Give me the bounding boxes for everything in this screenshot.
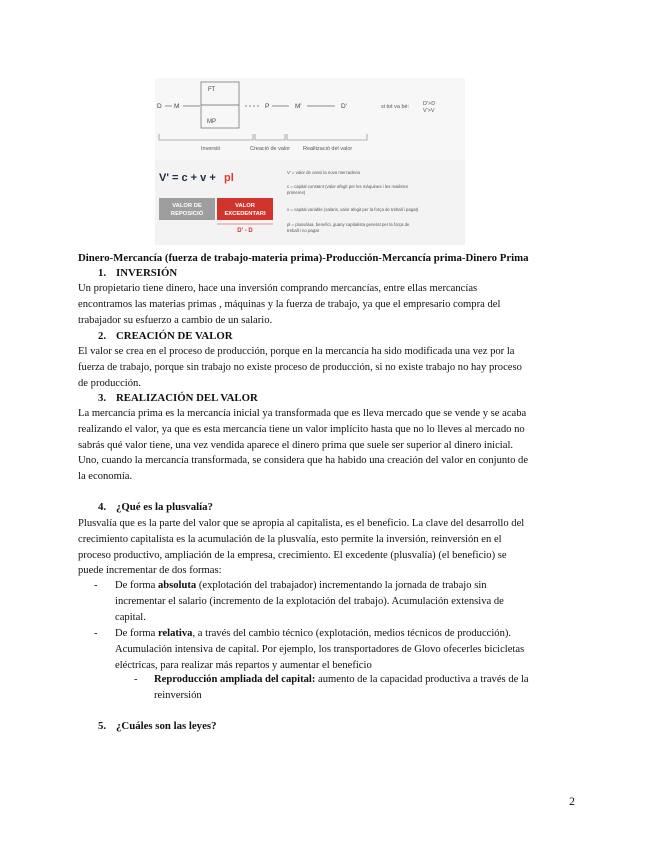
paragraph-line: encontramos las materias primas , máquinas y la fuerza de trabajo, ya que el empresario compra del [78,298,501,310]
section-1-paragraph [78,281,578,328]
section-2-title: CREACIÓN DE VALOR [116,330,233,342]
paragraph-line: fuerza de trabajo, porque sin trabajo no existe proceso de producción, si no existe trabajo no hay proceso [78,361,522,373]
section-2-paragraph [78,344,578,391]
section-1-number: 1. [98,267,107,279]
box2-line1: VALOR [235,203,255,209]
paragraph-line: reinversión [154,689,202,701]
paragraph-line: Un propietario tiene dinero, hace una inversión comprando mercancías, entre ellas mercancías [78,283,478,294]
section-4-heading [98,500,213,515]
definition-v-prime: V' = valor de canvi la nova mercaderia [287,170,360,175]
phase-label-realitzacio: Realització del valor [303,146,353,152]
phase-label-inversio: Inversió [201,146,221,152]
definition-pl-line2: treball i no pagat [287,228,319,233]
paragraph-line: de producción. [78,377,141,389]
bullet-3-dash: - [134,674,138,685]
box1-line2: REPOSICIÓ [170,211,204,217]
paragraph-line: puede incrementar de dos formas: [78,565,222,577]
page-number: 2 [569,794,575,808]
section-5-number: 5. [98,720,107,732]
bold-term: relativa [157,628,193,639]
bullet-1-text [115,578,578,625]
paragraph-line: Uno, cuando la mercancía transformada, se considera que ha habido una creación del valor en conjunto de [78,455,529,467]
section-1-heading [98,266,177,281]
paragraph-line: Acumulación intensiva de capital. Por ejemplo, los transportadores de Glovo ofecerles bicicletas [115,643,525,655]
document-title: Dinero-Mercancía (fuerza de trabajo-materia prima)-Producción-Mercancía prima-Dinero Prima [78,252,529,264]
section-3-title: REALIZACIÓN DEL VALOR [116,392,258,404]
diagram-mp: MP [207,119,216,125]
bold-term: Reproducción ampliada del capital: [154,674,316,685]
paragraph-line: Reproducción ampliada del capital: aumento de la capacidad productiva a través de la [154,674,529,685]
paragraph-line: De forma relativa, a través del cambio técnico (explotación, medios técnicos de producción). [115,628,512,639]
bullet-2-dash: - [94,628,98,639]
box2-line2: EXCEDENTARI [224,211,266,217]
formula-pl: pl [224,172,234,184]
paragraph-line: incrementar el salario (incremento de la explotación del trabajo). Acumulación extensiva de [115,595,504,607]
definition-c-line1: c = capital constant (valor afegit per les màquines i les matèries [287,184,408,189]
phase-label-creacio: Creació de valor [250,146,291,152]
diagram-m: M [174,103,180,110]
definition-c-line2: primeres) [287,190,306,195]
diagram-ft: FT [208,87,216,93]
diagram-d-prime: D' [341,103,347,110]
definition-pl-line1: pl = plusvàlua, benefici, guany capitalista generat per la força de [287,222,410,227]
paragraph-line: La mercancía prima es la mercancía inicial ya transformada que es lleva mercado que se vende y se acaba [78,408,527,419]
paragraph-line: la economía. [78,471,133,483]
section-5-heading [98,719,216,734]
section-3-paragraph [78,406,578,485]
paragraph-line: Plusvalía que es la parte del valor que se apropia al capitalista, es el beneficio. La clave del desarrollo del [78,518,525,529]
paragraph-line: trabajador su esfuerzo a cambio de un salario. [78,314,273,326]
diagram-condition-label: si tot va bé: [381,104,410,110]
paragraph-line: De forma absoluta (explotación del trabajador) incrementando la jornada de trabajo sin [115,580,487,591]
diagram-condition-2: V'>V [423,108,435,114]
section-4-title: ¿Qué es la plusvalía? [116,501,213,513]
bold-term: absoluta [157,580,197,591]
paragraph-line: realizando el valor, ya que es esta mercancía tiene un valor implícito hasta que no lo lleves al mercado no [78,423,525,435]
bullet-3-text [154,672,578,704]
section-3-number: 3. [98,392,107,404]
definition-v: v = capital variable (salaris, valor afegit per la força de treball i pagat) [287,207,419,212]
capital-circuit-diagram [155,78,465,245]
paragraph-line: proceso productivo, ampliación de la empresa, crecimiento. El excedente (plusvalía) (el beneficio) se [78,549,507,561]
bullet-1-dash: - [94,580,98,591]
diagram-d: D [157,103,162,110]
box1-line1: VALOR DE [172,203,202,209]
section-1-title: INVERSIÓN [116,267,178,279]
diagram-p: P [265,103,270,110]
section-4-paragraph [78,516,578,579]
section-2-number: 2. [98,330,107,342]
section-5-title: ¿Cuáles son las leyes? [116,720,217,732]
section-2-heading [98,329,233,344]
paragraph-line: eléctricas, para realizar más repartos y aumentar el beneficio [115,659,372,671]
box2-subtitle: D' - D [237,228,253,234]
diagram-m-prime: M' [295,103,302,110]
bullet-2-text [115,626,578,673]
paragraph-line: crecimiento capitalista es la acumulación de la plusvalía, esto permite la inversión, reinversión en el [78,533,502,545]
section-4-number: 4. [98,501,107,513]
paragraph-line: El valor se crea en el proceso de producción, porque en la mercancía ha sido modificada una vez por la [78,346,515,357]
capital-circuit-figure [155,78,465,245]
paragraph-line: capital. [115,611,146,623]
formula-main: V' = c + v + [159,172,216,184]
section-3-heading [98,391,258,406]
paragraph-line: sabrás qué valor tiene, una vez vendida aparece el dinero prima que suele ser superior al dinero inicial. [78,439,514,451]
diagram-condition-1: D'>D [423,101,436,107]
